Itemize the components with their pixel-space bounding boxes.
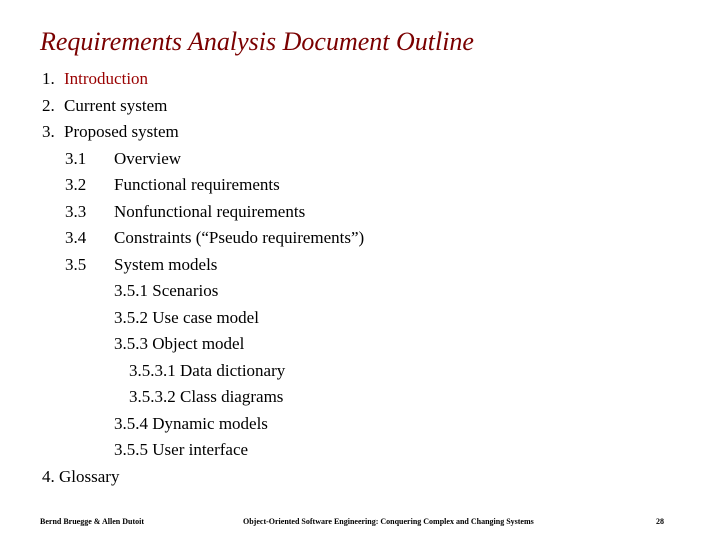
footer-page-number: 28	[656, 517, 664, 526]
outline-item-label: Constraints (“Pseudo requirements”)	[114, 228, 365, 247]
outline-item-number: 2.	[42, 95, 55, 115]
footer-book-title: Object-Oriented Software Engineering: Conquering Complex and Changing Systems	[243, 517, 534, 526]
outline-item-label: Functional requirements	[114, 175, 280, 194]
outline-item-number: 3.1	[65, 148, 87, 168]
outline-item-number: 3.4	[65, 228, 87, 247]
outline-item-label: 3.5.4 Dynamic models	[114, 413, 268, 433]
outline-item	[0, 93, 720, 120]
outline-item	[0, 252, 720, 279]
outline-item-label: Proposed system	[64, 122, 179, 141]
outline-item	[0, 278, 720, 305]
outline-item	[0, 225, 720, 252]
outline-item-number: 3.5	[65, 254, 87, 274]
outline-item-label: 3.5.3.1 Data dictionary	[129, 360, 286, 380]
outline-item	[0, 464, 720, 491]
outline-item	[0, 66, 720, 93]
outline-item-label: 3.5.3 Object model	[114, 334, 245, 353]
outline-item	[0, 411, 720, 438]
outline-item	[0, 437, 720, 464]
outline-item	[0, 305, 720, 332]
outline-item	[0, 172, 720, 199]
outline-item	[0, 119, 720, 146]
outline-item-label: Introduction	[64, 69, 149, 88]
outline-item-label: 3.5.1 Scenarios	[114, 281, 219, 300]
outline-item-label: 3.5.3.2 Class diagrams	[129, 387, 284, 406]
outline-item-label: System models	[114, 254, 218, 274]
outline-item-number: 1.	[42, 69, 55, 88]
outline-item	[0, 358, 720, 385]
outline-item-number: 3.2	[65, 175, 87, 194]
outline-item-label: Nonfunctional requirements	[114, 201, 306, 221]
slide-title: Requirements Analysis Document Outline	[40, 27, 474, 56]
outline-item	[0, 199, 720, 226]
outline-item	[0, 146, 720, 173]
outline-item-label: 4. Glossary	[42, 466, 120, 486]
footer-authors: Bernd Bruegge & Allen Dutoit	[40, 517, 144, 526]
outline-item	[0, 331, 720, 358]
outline-item-number: 3.3	[65, 201, 87, 221]
outline-item-label: Current system	[64, 95, 168, 115]
outline-item-label: 3.5.2 Use case model	[114, 307, 259, 327]
outline-item-label: 3.5.5 User interface	[114, 440, 249, 459]
outline-item-label: Overview	[114, 148, 182, 168]
outline-item	[0, 384, 720, 411]
outline-item-number: 3.	[42, 122, 55, 141]
document-outline	[0, 66, 720, 490]
